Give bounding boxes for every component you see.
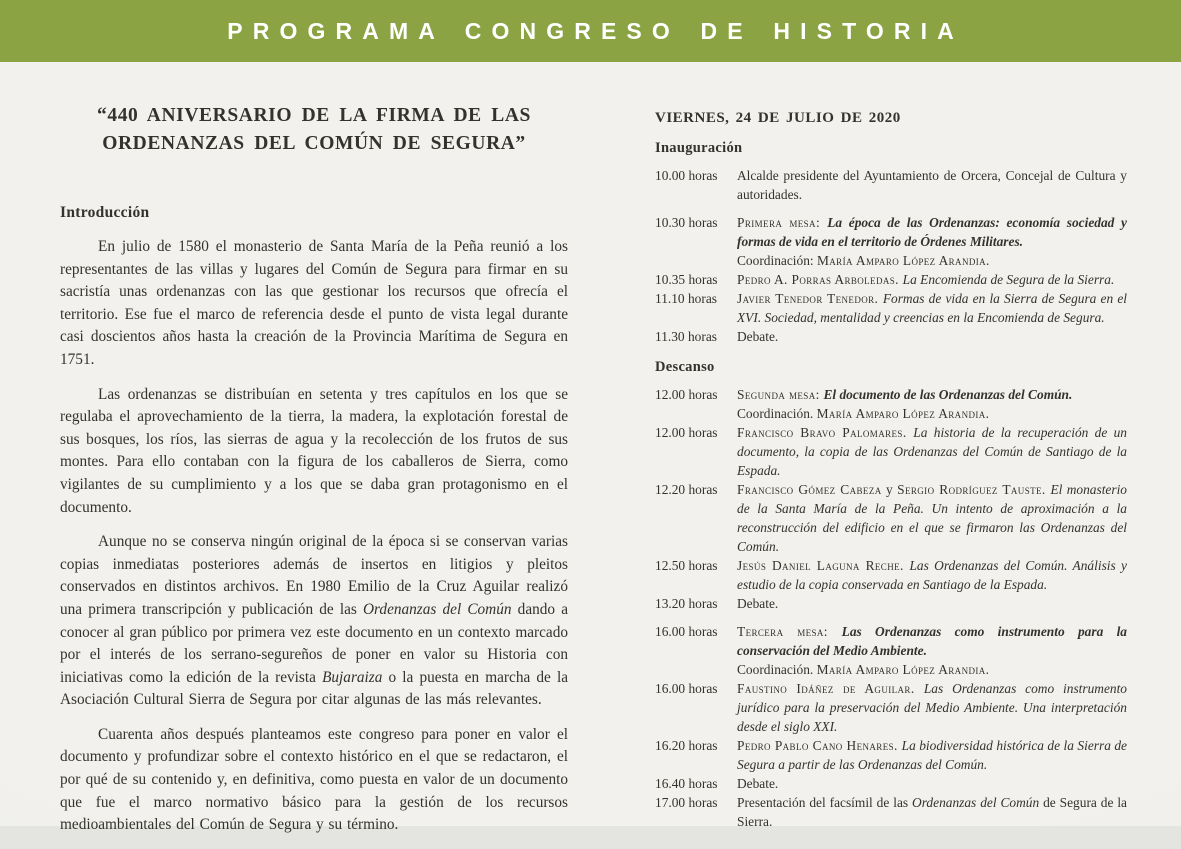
schedule-row <box>655 385 1127 423</box>
event-description <box>737 556 1127 594</box>
intro-paragraph <box>60 531 568 712</box>
event-description <box>737 270 1127 289</box>
text-segment-smallcaps: Sergio Rodríguez Tauste. <box>897 482 1051 497</box>
text-segment-plain: Coordinación: <box>737 253 817 268</box>
text-segment-plain: Las ordenanzas se distribuían en setenta y tres capítulos en los que se regulaba el aprovechamiento de la tierra, la madera, la explotación forestal de sus bosques, los ríos, las sierras de agua y la recolección de los frutos de sus montes. Para ello contaban con la figura de los caballeros de Sierra, como vigilantes de su cumplimiento y a los que se daba gran protagonismo en el documento. <box>60 385 568 516</box>
text-segment-plain: Debate. <box>737 329 779 344</box>
schedule-row <box>655 793 1127 831</box>
section-heading: Inauguración <box>655 140 743 156</box>
text-segment-smallcaps: Pedro Pablo Cano Henares. <box>737 738 902 753</box>
event-description <box>737 327 1127 346</box>
text-segment-smallcaps: Faustino Idáñez de Aguilar. <box>737 681 924 696</box>
text-segment-bolditalic: Las Ordenanzas como instrumento para la conservación del Medio Ambiente. <box>737 624 1127 658</box>
schedule-row <box>655 327 1127 346</box>
text-segment-bolditalic: La época de las Ordenanzas: economía sociedad y formas de vida en el territorio de Órdenes Militares. <box>737 215 1127 249</box>
header-band <box>0 0 1181 62</box>
text-segment-italic: Las Ordenanzas del Común. Análisis y estudio de la copia conservada en Santiago de la Espada. <box>737 558 1127 592</box>
schedule-row <box>655 556 1127 594</box>
text-segment-smallcaps: Francisco Gómez Cabeza <box>737 482 882 497</box>
event-description <box>737 774 1127 793</box>
document-title <box>60 102 568 158</box>
text-segment-plain: y <box>881 482 898 497</box>
text-segment-plain: Cuarenta años después planteamos este congreso para poner en valor el documento y profundizar sobre el contexto histórico en el que se redactaron, el por qué de su contenido y, en definitiva, como puesta en valor de un documento que fue el marco normativo básico para la gestión de los recursos medioambientales del Común de Segura y su término. <box>60 725 568 834</box>
intro-paragraphs <box>60 236 568 837</box>
text-segment-plain: dando a conocer al gran público por primera vez este documento en un contexto marcado por el interés de los serrano-segureños de poner en valor su Historia con iniciativas como la edición de la revista <box>60 600 568 686</box>
schedule-row <box>655 622 1127 679</box>
event-description <box>737 423 1127 480</box>
time-label: 17.00 horas <box>655 795 718 810</box>
text-segment-italic: El monasterio de la Santa María de la Peña. Un intento de aproximación a la reconstrucción del edificio en el que se firmaron las Ordenanzas del Común. <box>737 482 1127 554</box>
text-segment-smallcaps: Tercera mesa: <box>737 624 842 639</box>
event-description <box>737 385 1127 423</box>
time-label: 16.00 horas <box>655 624 718 639</box>
intro-paragraph <box>60 236 568 372</box>
schedule-row <box>655 736 1127 774</box>
schedule-row <box>655 289 1127 327</box>
text-segment-smallcaps: Francisco Bravo Palomares. <box>737 425 914 440</box>
text-segment-smallcaps: Primera mesa: <box>737 215 828 230</box>
schedule-row <box>655 270 1127 289</box>
time-label: 12.20 horas <box>655 482 718 497</box>
time-label: 10.00 horas <box>655 168 718 183</box>
schedule-row <box>655 423 1127 480</box>
text-segment-italic: La biodiversidad histórica de la Sierra de Segura a partir de las Ordenanzas del Común. <box>737 738 1127 772</box>
schedule-row <box>655 679 1127 736</box>
date-heading: VIERNES, 24 DE JULIO DE 2020 <box>655 110 901 126</box>
text-segment-plain: Aunque no se conserva ningún original de la época si se conservan varias copias inmediatas posteriores además de insertos en litigios y pleitos conservados en distintos archivos. En 1980 Emilio de la Cruz Aguilar realizó una primera transcripción y publicación de las <box>60 533 568 618</box>
schedule-row <box>655 166 1127 204</box>
time-label: 13.20 horas <box>655 596 718 611</box>
time-label: 16.40 horas <box>655 776 718 791</box>
text-segment-italic: La Encomienda de Segura de la Sierra. <box>902 272 1115 287</box>
text-segment-smallcaps: Javier Tenedor Tenedor. <box>737 291 883 306</box>
event-description <box>737 736 1127 774</box>
time-label: 10.35 horas <box>655 272 718 287</box>
text-segment-italic: Ordenanzas del Común <box>362 600 512 618</box>
program-column <box>655 110 1127 831</box>
text-segment-plain: Presentación del facsímil de las <box>737 795 913 810</box>
text-segment-italic: Formas de vida en la Sierra de Segura en el XVI. Sociedad, mentalidad y creencias en la Encomienda de Segura. <box>737 291 1127 325</box>
schedule-row <box>655 594 1127 613</box>
intro-heading: Introducción <box>60 204 150 221</box>
text-segment-plain: En julio de 1580 el monasterio de Santa María de la Peña reunió a los representantes de las villas y lugares del Común de Segura para firmar en su sacristía unas ordenanzas con las que gestionar los recursos que ofrecía el territorio. Ese fue el marco de referencia desde el punto de vista legal durante casi doscientos años hasta la creación de la Provincia Marítima de Segura en 1751. <box>60 238 568 368</box>
text-segment-smallcaps: María Amparo López Arandia. <box>816 406 990 421</box>
event-description <box>737 793 1127 831</box>
text-segment-smallcaps: Pedro A. Porras Arboledas. <box>737 272 903 287</box>
program-page <box>0 62 1181 834</box>
event-description <box>737 166 1127 204</box>
schedule-row <box>655 213 1127 270</box>
event-description <box>737 594 1127 613</box>
text-segment-smallcaps: María Amparo López Arandia. <box>816 253 990 268</box>
text-segment-plain: Debate. <box>737 596 779 611</box>
text-segment-plain: o la puesta en marcha de la Asociación Cultural Sierra de Segura por citar algunas de las más relevantes. <box>60 668 568 709</box>
text-segment-italic: Bujaraiza <box>322 668 383 686</box>
program-sections <box>655 140 1127 831</box>
schedule-row <box>655 480 1127 556</box>
time-label: 16.00 horas <box>655 681 718 696</box>
event-description <box>737 289 1127 327</box>
document-title-line: “440 ANIVERSARIO DE LA FIRMA DE LAS <box>97 105 531 126</box>
time-label: 11.10 horas <box>655 291 717 306</box>
section-heading: Descanso <box>655 359 715 375</box>
intro-column <box>60 102 568 849</box>
event-description <box>737 480 1127 556</box>
text-segment-plain: Coordinación. <box>737 406 817 421</box>
intro-paragraph <box>60 724 568 837</box>
time-label: 12.00 horas <box>655 387 718 402</box>
event-description <box>737 679 1127 736</box>
text-segment-plain: Debate. <box>737 776 779 791</box>
text-segment-bolditalic: El documento de las Ordenanzas del Común. <box>823 387 1073 402</box>
page-title: PROGRAMA CONGRESO DE HISTORIA <box>227 17 964 44</box>
text-segment-smallcaps: María Amparo López Arandia. <box>816 662 990 677</box>
time-label: 16.20 horas <box>655 738 718 753</box>
text-segment-smallcaps: Jesús Daniel Laguna Reche. <box>737 558 910 573</box>
time-label: 12.50 horas <box>655 558 718 573</box>
text-segment-italic: La historia de la recuperación de un documento, la copia de las Ordenanzas del Común de Santiago de la Espada. <box>737 425 1127 478</box>
document-title-line: ORDENANZAS DEL COMÚN DE SEGURA” <box>102 133 526 154</box>
schedule-row <box>655 774 1127 793</box>
text-segment-smallcaps: Segunda mesa: <box>737 387 824 402</box>
time-label: 12.00 horas <box>655 425 718 440</box>
intro-paragraph <box>60 384 568 520</box>
text-segment-plain: de Segura de la Sierra. <box>737 795 1127 829</box>
event-description <box>737 622 1127 679</box>
text-segment-plain: Alcalde presidente del Ayuntamiento de Orcera, Concejal de Cultura y autoridades. <box>737 168 1127 202</box>
time-label: 11.30 horas <box>655 329 717 344</box>
text-segment-italic: Las Ordenanzas como instrumento jurídico para la preservación del Medio Ambiente. Una interpretación desde el siglo XXI. <box>737 681 1128 734</box>
time-label: 10.30 horas <box>655 215 718 230</box>
event-description <box>737 213 1127 270</box>
text-segment-plain: Coordinación. <box>737 662 817 677</box>
text-segment-italic: Ordenanzas del Común <box>912 795 1040 810</box>
